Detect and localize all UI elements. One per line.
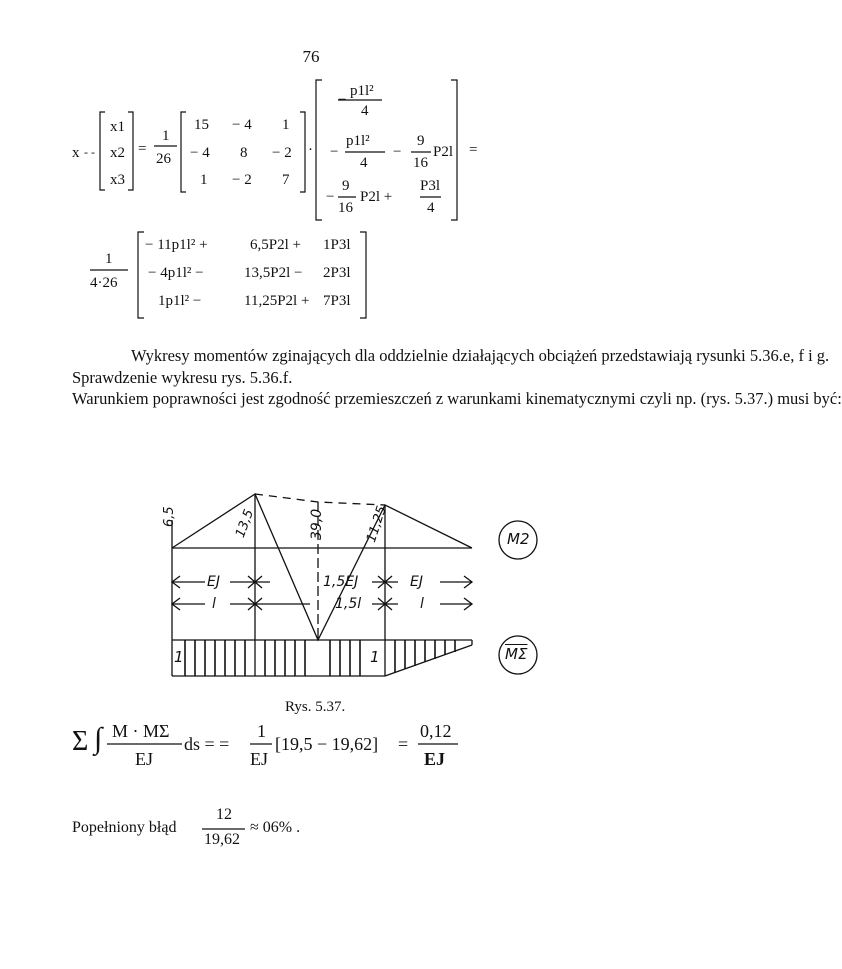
value-label-39-0: 39,0 [309,508,325,540]
integral-result-num: 0,12 [420,721,452,741]
load-row3-num2: P3l [420,178,441,194]
load-row3-frac-num: 9 [342,178,350,194]
x-dashes: - - [84,145,95,159]
integral-frac-num: 1 [257,721,266,741]
load-row2-frac-den: 16 [413,155,428,171]
m12: − 4 [232,117,252,133]
m32: − 2 [232,172,252,188]
diagram-label-m2: M2 [507,530,530,548]
integral-sign: ∫ [94,722,103,755]
r21: − 4p1l² − [148,265,204,281]
r32: 11,25P2l + [244,293,310,309]
m21: − 4 [190,145,210,161]
m13: 1 [282,117,290,133]
error-denominator: 19,62 [204,831,240,848]
load-row2-num: p1l² [346,133,370,149]
error-label: Popełniony błąd [72,819,177,836]
load-row1-num: p1l² [350,83,374,99]
end-equals: = [469,142,478,158]
scalar-denominator: 26 [156,151,171,167]
m22: 8 [240,145,248,161]
r31: 1p1l² − [158,293,202,309]
r22: 13,5P2l − [244,265,303,281]
integral-result-den: EJ [424,749,446,769]
result-scalar-num: 1 [105,251,113,267]
x2-cell: x2 [110,145,125,161]
load-row3-term: P2l + [360,189,393,205]
x-label: x [72,145,80,161]
figure-caption: Rys. 5.37. [285,699,346,715]
m23: − 2 [272,145,292,161]
load-row3-den2: 4 [427,200,435,216]
r12: 6,5P2l + [250,237,301,253]
x1-cell: x1 [110,119,125,135]
error-numerator: 12 [216,806,232,823]
r23: 2P3l [323,265,351,281]
load-row2-op: − [393,144,402,160]
paragraph-3: Warunkiem poprawności jest zgodność przemieszczeń z warunkami kinematycznymi czyli np. (rys. 5.37.) musi być: [72,389,842,408]
load-row1-sign: − [338,92,347,108]
error-result: ≈ 06% . [250,819,301,836]
integral-bracket: [19,5 − 19,62] [275,734,379,754]
load-row2-den: 4 [360,155,368,171]
value-label-6-5: 6,5 [162,506,177,527]
dot-operator: · [308,142,313,158]
load-row2-term: P2l [433,144,454,160]
value-label-11-25: 11,25 [364,504,390,545]
length-l-middle: 1,5l [335,596,362,612]
integral-equals: = [398,734,409,754]
r33: 7P3l [323,293,351,309]
x3-cell: x3 [110,172,125,188]
length-l-right: l [420,596,424,612]
integral-numerator: M · MΣ [112,721,170,741]
r13: 1P3l [323,237,351,253]
scalar-numerator: 1 [162,128,170,144]
segment-ej-middle: 1,5EJ [323,574,359,590]
length-l-left: l [212,596,216,612]
m11: 15 [194,117,209,133]
load-row2-frac-num: 9 [417,133,425,149]
segment-ej-left: EJ [207,574,220,590]
paragraph-1: Wykresy momentów zginających dla oddzielnie działających obciążeń przedstawiają rysunki 5.36.e, f i g. [131,346,830,365]
segment-ej-right: EJ [410,574,423,590]
r11: − 11p1l² + [145,237,208,253]
integral-frac-den: EJ [250,749,268,769]
m33: 7 [282,172,290,188]
m31: 1 [200,172,208,188]
unit-label-left: 1 [174,648,184,666]
sum-sign: Σ [72,726,89,757]
load-row2-sign: − [330,144,339,160]
value-label-13-5: 13,5 [233,507,258,540]
result-scalar-den: 4·26 [90,275,118,291]
equals-sign: = [138,141,147,157]
page-number: 76 [302,47,320,66]
paragraph-2: Sprawdzenie wykresu rys. 5.36.f. [72,367,293,387]
diagram-label-msigma: $\overline{M\Sigma}$ [505,645,528,663]
load-row3-sign: − [326,189,335,205]
load-row3-frac-den: 16 [338,200,353,216]
unit-label-right: 1 [370,648,380,666]
integral-ds: ds = = [184,734,230,754]
load-row1-den: 4 [361,103,369,119]
integral-denominator: EJ [135,749,153,769]
